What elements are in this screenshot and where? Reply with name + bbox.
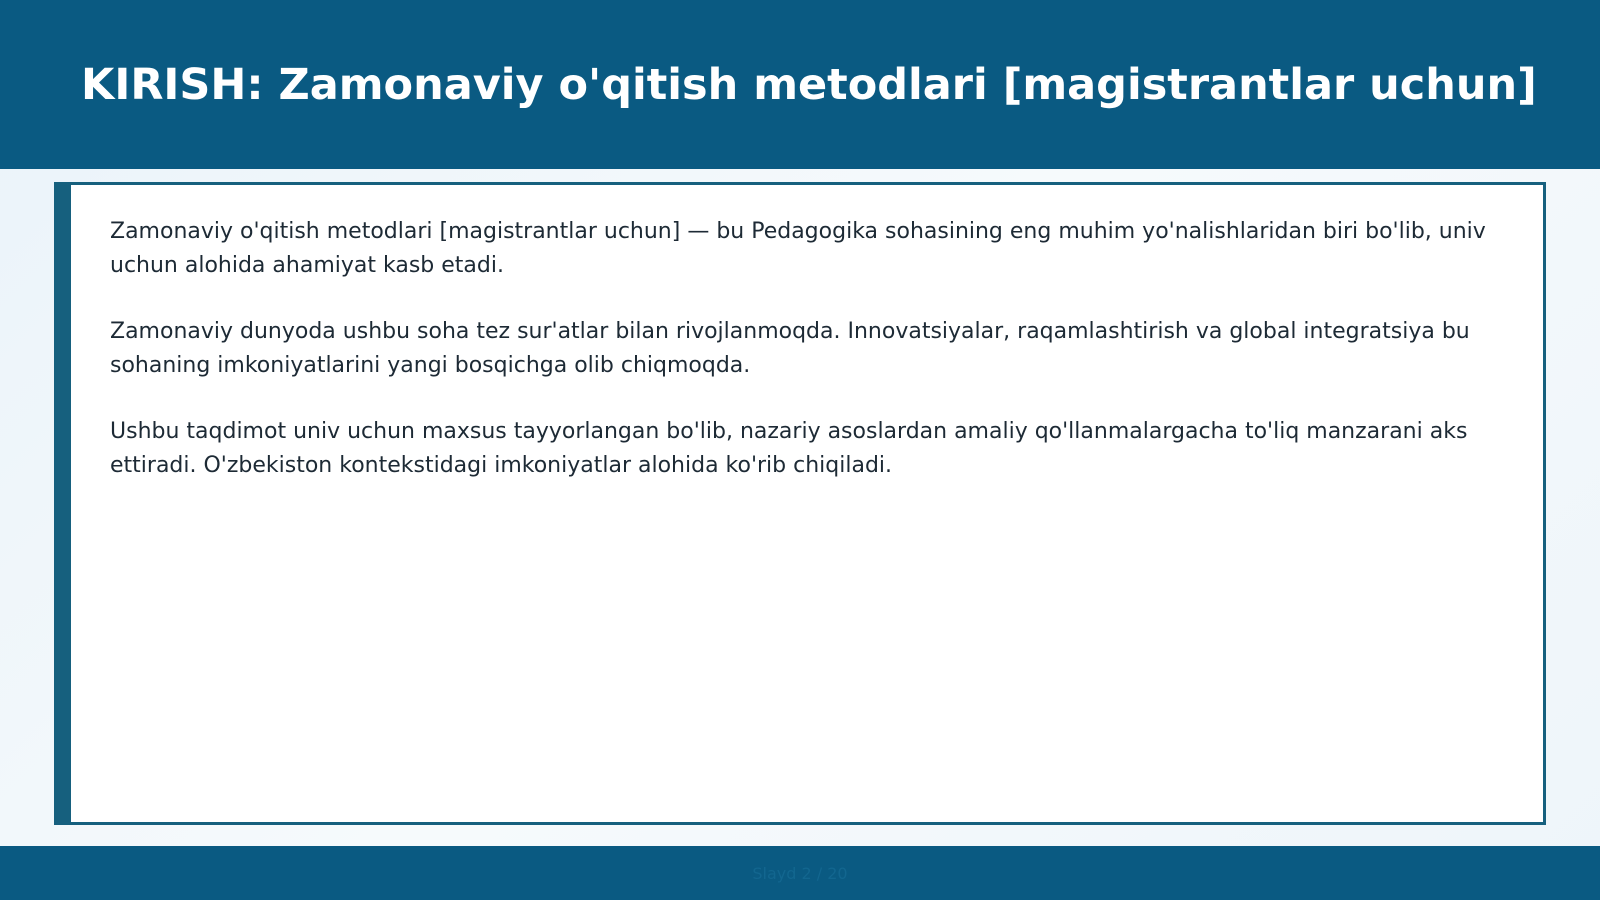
content-card [54, 182, 1546, 825]
intro-paragraph: Zamonaviy o'qitish metodlari [magistrantlar uchun] — bu Pedagogika sohasining eng muhim yo'nalishlaridan biri bo'lib, univ uchun alohida ahamiyat kasb etadi. [110, 219, 1486, 278]
slide-header [0, 0, 1600, 169]
slide-title: KIRISH: Zamonaviy o'qitish metodlari [magistrantlar uchun] [81, 59, 1537, 110]
presentation-paragraph: Ushbu taqdimot univ uchun maxsus tayyorlangan bo'lib, nazariy asoslardan amaliy qo'llanmalargacha to'liq manzarani aks ettiradi. O'zbekiston kontekstidagi imkoniyatlar alohida ko'rib chiqiladi. [110, 419, 1468, 478]
page-indicator: Slayd 2 / 20 [752, 863, 848, 883]
development-paragraph: Zamonaviy dunyoda ushbu soha tez sur'atlar bilan rivojlanmoqda. Innovatsiyalar, raqamlashtirish va global integratsiya bu sohaning imkoniyatlarini yangi bosqichga olib chiqmoqda. [110, 319, 1470, 378]
slide-footer [0, 846, 1600, 900]
